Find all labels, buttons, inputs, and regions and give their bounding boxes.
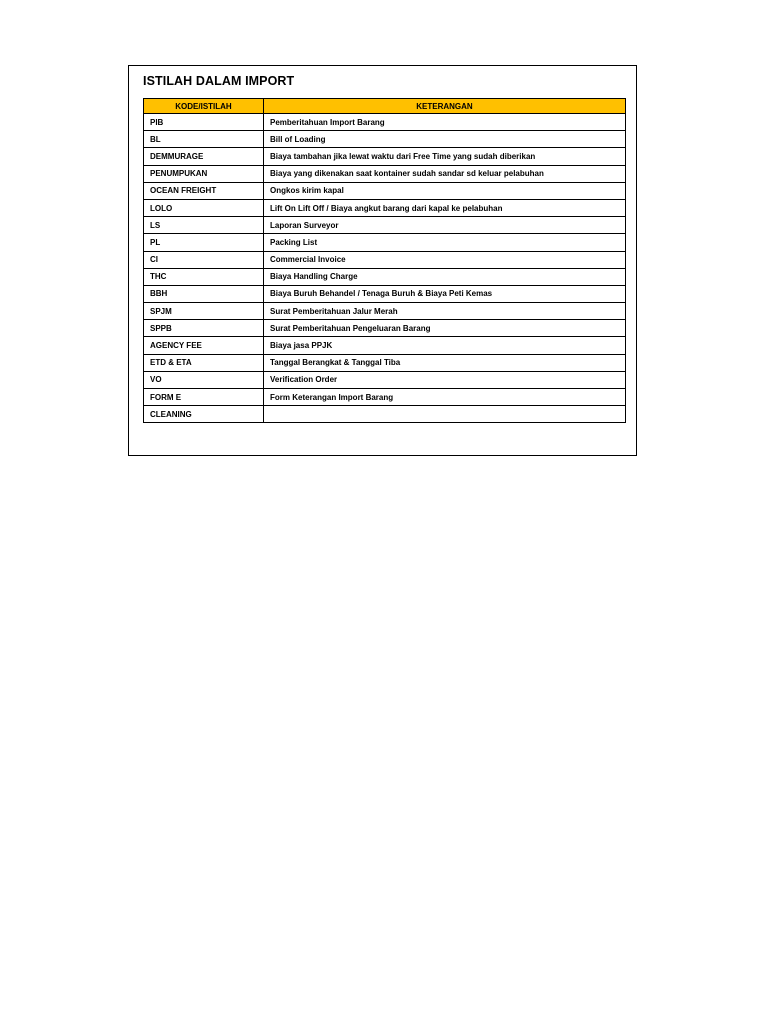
terms-table — [143, 98, 626, 423]
cell-code: AGENCY FEE — [144, 337, 264, 354]
table-row — [144, 182, 626, 199]
cell-code: CLEANING — [144, 406, 264, 423]
table-row — [144, 114, 626, 131]
cell-description: Surat Pemberitahuan Jalur Merah — [264, 303, 626, 320]
cell-code: LS — [144, 217, 264, 234]
table-row — [144, 371, 626, 388]
cell-code: CI — [144, 251, 264, 268]
table-row — [144, 354, 626, 371]
document-title: ISTILAH DALAM IMPORT — [143, 74, 295, 88]
table-row — [144, 251, 626, 268]
table-row — [144, 285, 626, 302]
table-row — [144, 337, 626, 354]
cell-code: OCEAN FREIGHT — [144, 182, 264, 199]
table-row — [144, 268, 626, 285]
cell-description: Biaya yang dikenakan saat kontainer sudah sandar sd keluar pelabuhan — [264, 165, 626, 182]
cell-description: Verification Order — [264, 371, 626, 388]
cell-description: Tanggal Berangkat & Tanggal Tiba — [264, 354, 626, 371]
cell-description: Biaya tambahan jika lewat waktu dari Free Time yang sudah diberikan — [264, 148, 626, 165]
table-row — [144, 303, 626, 320]
cell-code: VO — [144, 371, 264, 388]
table-row — [144, 165, 626, 182]
table-header-row — [144, 99, 626, 114]
cell-description — [264, 406, 626, 423]
cell-description: Biaya Buruh Behandel / Tenaga Buruh & Biaya Peti Kemas — [264, 285, 626, 302]
cell-description: Surat Pemberitahuan Pengeluaran Barang — [264, 320, 626, 337]
table-row — [144, 389, 626, 406]
cell-code: PL — [144, 234, 264, 251]
cell-code: SPPB — [144, 320, 264, 337]
table-row — [144, 234, 626, 251]
cell-code: BL — [144, 131, 264, 148]
cell-description: Laporan Surveyor — [264, 217, 626, 234]
cell-code: FORM E — [144, 389, 264, 406]
cell-description: Lift On Lift Off / Biaya angkut barang dari kapal ke pelabuhan — [264, 199, 626, 216]
table-row — [144, 320, 626, 337]
cell-description: Commercial Invoice — [264, 251, 626, 268]
table-row — [144, 406, 626, 423]
cell-description: Pemberitahuan Import Barang — [264, 114, 626, 131]
cell-description: Biaya Handling Charge — [264, 268, 626, 285]
cell-code: DEMMURAGE — [144, 148, 264, 165]
cell-code: PENUMPUKAN — [144, 165, 264, 182]
cell-code: PIB — [144, 114, 264, 131]
table-row — [144, 131, 626, 148]
table-row — [144, 217, 626, 234]
cell-code: ETD & ETA — [144, 354, 264, 371]
cell-code: THC — [144, 268, 264, 285]
column-header-description: KETERANGAN — [264, 99, 626, 114]
cell-code: LOLO — [144, 199, 264, 216]
cell-description: Biaya jasa PPJK — [264, 337, 626, 354]
table-body — [144, 114, 626, 423]
column-header-code: KODE/ISTILAH — [144, 99, 264, 114]
table-row — [144, 199, 626, 216]
cell-description: Bill of Loading — [264, 131, 626, 148]
cell-code: BBH — [144, 285, 264, 302]
cell-code: SPJM — [144, 303, 264, 320]
cell-description: Packing List — [264, 234, 626, 251]
cell-description: Form Keterangan Import Barang — [264, 389, 626, 406]
table-row — [144, 148, 626, 165]
cell-description: Ongkos kirim kapal — [264, 182, 626, 199]
document-frame — [128, 65, 637, 456]
